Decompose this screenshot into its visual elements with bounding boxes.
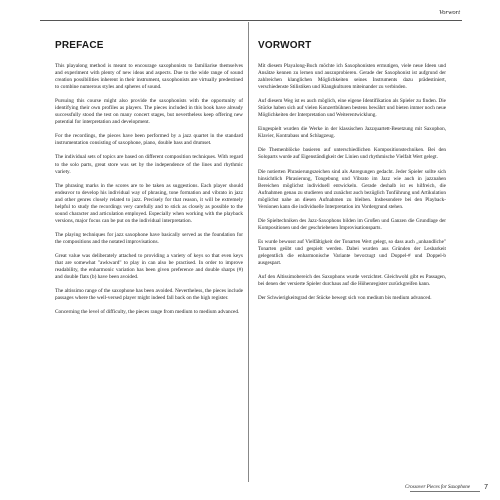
preface-paragraph: The altissimo range of the saxophone has been avoided. Nevertheless, the pieces include passages where the well-versed player might indeed fall back on the high register. xyxy=(55,288,243,302)
header-rule xyxy=(40,20,462,21)
running-header: Vorwort xyxy=(439,9,460,16)
preface-paragraph: Concerning the level of difficulty, the pieces range from medium to medium advanced. xyxy=(55,309,240,316)
page-number: 7 xyxy=(484,484,488,491)
preface-column xyxy=(55,40,243,323)
vorwort-paragraph: Die Themenblöcke basieren auf unterschiedlichen Kompositionstechniken. Bei den Soloparts wurde auf Eigenständigkeit der Linien und rhythmische Vielfalt Wert gelegt. xyxy=(258,147,446,161)
vorwort-paragraph: Auf diesem Weg ist es auch möglich, eine eigene Identifikation als Spieler zu finden. Die Stücke haben sich auf vielen Konzertbühnen bestens bewährt und bieten immer noch neue Möglichkeiten der Interpretation und Weiterentwicklung. xyxy=(258,98,446,119)
footer-title: Crossover Pieces for Saxophone xyxy=(405,485,470,490)
preface-paragraph: The individual sets of topics are based on different composition techniques. With regard to the solo parts, great store was set by the independence of the lines and rhythmic variety. xyxy=(55,154,243,175)
vorwort-paragraph: Die notierten Phrasierungszeichen sind als Anregungen gedacht. Jeder Spieler sollte sich hinsichtlich Phrasierung, Tongebung und Vibrato im Jazz wie auch in jazznahen Bereichen möglichst individuell entwickeln. Gerade deshalb ist es hilfreich, die Aufnahmen genau zu studieren und zunächst auch bezüglich Tonführung und Artikulation möglichst nahe an diesen Aufnahmen zu bleiben. Insbesondere bei den Playback-Versionen kann die individuelle Interpretation im Vordergrund stehen. xyxy=(258,168,446,210)
vorwort-paragraph: Die Spieltechniken des Jazz-Saxophons bilden im Großen und Ganzen die Grundlage der Kompositionen und der geschriebenen Improvisationsparts. xyxy=(258,217,446,231)
preface-paragraph: Pursuing this course might also provide the saxophonists with the opportunity of identifying their own profiles as players. The pieces included in this book have already successfully stood the test on many concert stages, but nevertheless keep offering new potential for interpretation and development. xyxy=(55,98,243,126)
column-divider xyxy=(248,22,249,482)
preface-paragraph: For the recordings, the pieces have been performed by a jazz quartet in the standard instrumentation consisting of saxophone, piano, double bass and drumset. xyxy=(55,133,243,147)
vorwort-paragraph: Es wurde bewusst auf Vielfältigkeit der Tonarten Wert gelegt, so dass auch „unhandliche" Tonarten geübt und gespielt werden. Dabei wurden aus Gründen der Lesbarkeit gelegentlich die enharmonische Variante bevorzugt und Doppel-# und Doppel-b ausgespart. xyxy=(258,238,446,267)
preface-paragraph: This playalong method is meant to encourage saxophonists to familiarise themselves and experiment with plenty of new ideas and aspects. Due to the wide range of sound creation possibilities inherent in their instrument, saxophonists are virtually predestined to combine numerous styles and spheres of sound. xyxy=(55,63,243,91)
vorwort-paragraph: Auf den Altissimobereich des Saxophons wurde verzichtet. Gleichwohl gibt es Passagen, bei denen der versierte Spieler durchaus auf die Höhenregister zurückgreifen kann. xyxy=(258,274,446,288)
preface-paragraph: The phrasing marks in the scores are to be taken as suggestions. Each player should endeavor to develop his individual way of phrasing, tone formation and vibrato in jazz and other genres closely related to jazz. Precisely for that reason, it will be extremely helpful to study the recordings very carefully and to stick as closely as possible to the sound character and articulation employed. Especially when working with the playback versions, major focus can be put on the individual interpretation. xyxy=(55,182,243,224)
vorwort-column xyxy=(258,40,446,309)
preface-paragraph: The playing techniques for jazz saxophone have basically served as the foundation for the compositions and the notated improvisations. xyxy=(55,231,243,245)
vorwort-paragraph: Mit diesem Playalong-Buch möchte ich Saxophonisten ermutigen, viele neue Ideen und Ansätze kennen zu lernen und auszuprobieren. Gerade der Saxophonist ist aufgrund der zahlreichen klanglichen Möglichkeiten seines Instruments dazu prädestiniert, verschiedenste Stilistiken und Klangkulturen miteinander zu verbinden. xyxy=(258,63,446,91)
footer-rule xyxy=(410,491,480,492)
vorwort-paragraph: Eingespielt wurden die Werke in der klassischen Jazzquartett-Besetzung mit Saxophon, Klavier, Kontrabass und Schlagzeug. xyxy=(258,126,446,140)
preface-title: PREFACE xyxy=(55,40,104,51)
vorwort-paragraph: Der Schwierigkeitsgrad der Stücke bewegt sich von medium bis medium advanced. xyxy=(258,295,432,302)
vorwort-title: VORWORT xyxy=(258,40,312,51)
preface-paragraph: Great value was deliberately attached to providing a variety of keys so that even keys that are somewhat "awkward" to play in can also be practised. In order to improve readability, the enharmonic variation has been given preference and double sharps (#) and double flats (b) have been avoided. xyxy=(55,252,243,281)
